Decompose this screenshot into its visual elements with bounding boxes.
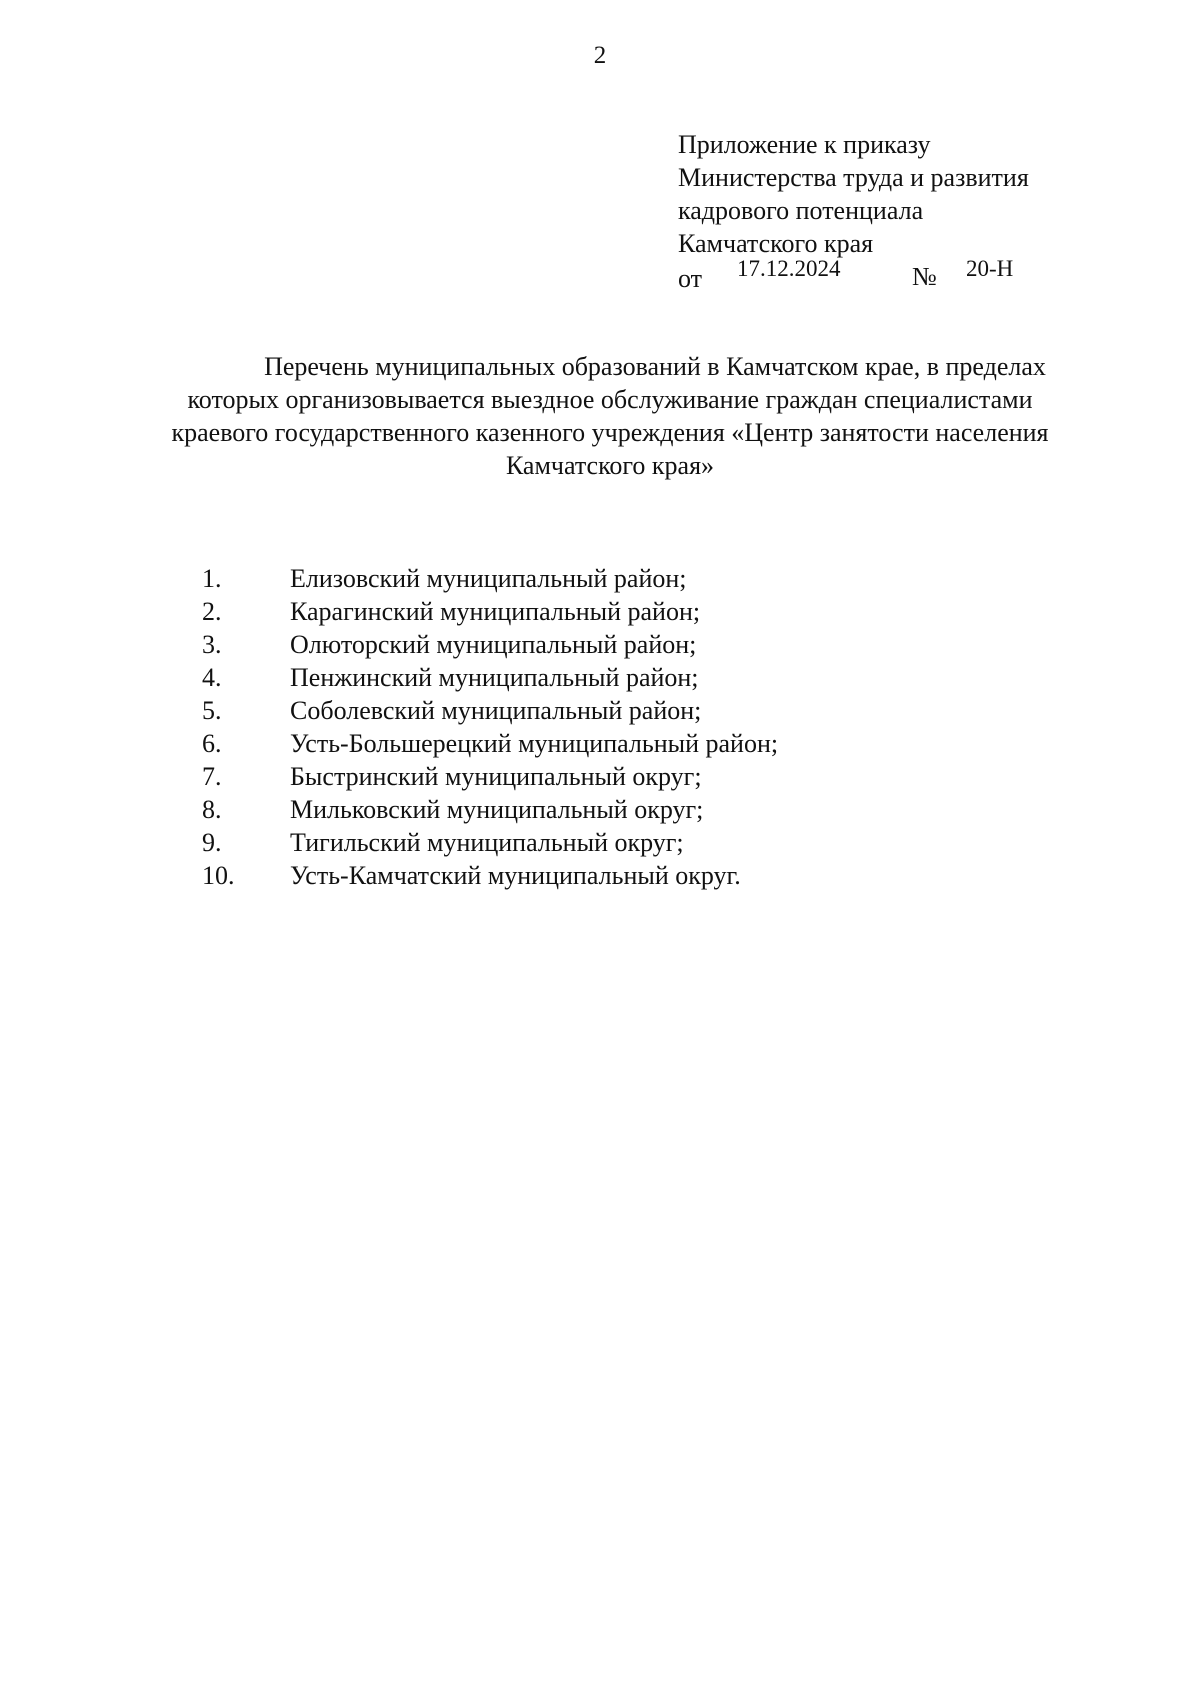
list-item-number: 8. <box>202 795 222 824</box>
order-reference <box>0 256 1200 293</box>
list-item-number: 6. <box>202 729 222 758</box>
order-number: 20-Н <box>966 256 1014 281</box>
appendix-line: Приложение к приказу <box>678 130 931 159</box>
list-item <box>0 760 1200 793</box>
list-item <box>0 661 1200 694</box>
list-item-number: 1. <box>202 564 222 593</box>
list-item <box>0 595 1200 628</box>
appendix-line: Министерства труда и развития <box>678 163 1029 192</box>
list-item-number: 9. <box>202 828 222 857</box>
list-item-text: Пенжинский муниципальный район; <box>290 663 699 692</box>
appendix-header <box>678 128 1029 260</box>
list-item-number: 5. <box>202 696 222 725</box>
appendix-line: кадрового потенциала <box>678 196 924 225</box>
list-item-number: 2. <box>202 597 222 626</box>
list-item <box>0 859 1200 892</box>
list-item-text: Усть-Большерецкий муниципальный район; <box>290 729 779 758</box>
title-line: Камчатского края» <box>505 451 715 480</box>
municipality-list <box>0 562 1200 892</box>
list-item <box>0 562 1200 595</box>
page-number: 2 <box>593 42 607 69</box>
list-item-text: Соболевский муниципальный район; <box>290 696 702 725</box>
list-item <box>0 826 1200 859</box>
list-item <box>0 793 1200 826</box>
from-label: от <box>678 264 703 293</box>
list-item-number: 4. <box>202 663 222 692</box>
list-item-number: 3. <box>202 630 222 659</box>
title-line: Перечень муниципальных образований в Камчатском крае, в пределах <box>264 352 1046 381</box>
list-item <box>0 727 1200 760</box>
list-item-text: Елизовский муниципальный район; <box>290 564 687 593</box>
list-item-text: Быстринский муниципальный округ; <box>290 762 702 791</box>
list-item-number: 7. <box>202 762 222 791</box>
list-item-number: 10. <box>202 861 235 890</box>
title-line: краевого государственного казенного учреждения «Центр занятости населения <box>171 418 1049 447</box>
appendix-line: Камчатского края <box>678 229 874 258</box>
order-date: 17.12.2024 <box>737 256 841 281</box>
list-item-text: Тигильский муниципальный округ; <box>290 828 684 857</box>
list-item <box>0 694 1200 727</box>
list-item-text: Карагинский муниципальный район; <box>290 597 701 626</box>
title-line: которых организовывается выездное обслуживание граждан специалистами <box>187 385 1033 414</box>
number-sign: № <box>912 262 937 291</box>
list-item-text: Олюторский муниципальный район; <box>290 630 697 659</box>
document-title <box>110 350 1110 482</box>
list-item-text: Усть-Камчатский муниципальный округ. <box>290 861 741 890</box>
list-item-text: Мильковский муниципальный округ; <box>290 795 704 824</box>
list-item <box>0 628 1200 661</box>
